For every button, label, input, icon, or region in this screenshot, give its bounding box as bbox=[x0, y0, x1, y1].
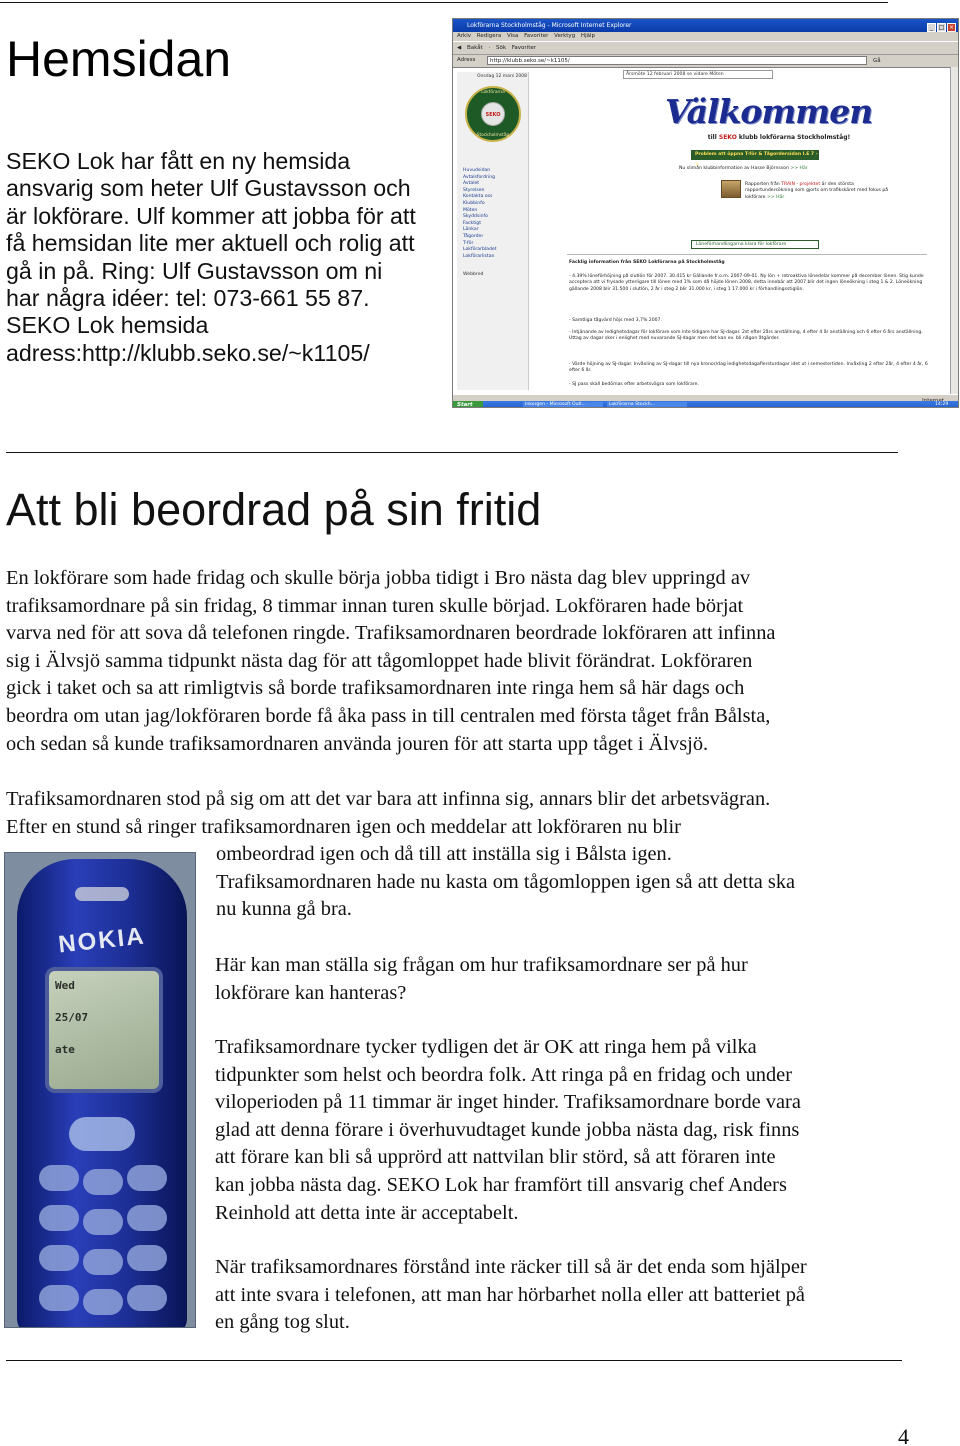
phone-key bbox=[127, 1205, 167, 1231]
site-news-field: Årsmöte 12 februari 2008 se vidare Möten bbox=[623, 70, 773, 79]
phone-key bbox=[83, 1169, 123, 1195]
site-nav-item: Länkar bbox=[463, 227, 479, 233]
logo-top-text: Lokförarna bbox=[481, 90, 505, 95]
site-sidebar bbox=[457, 72, 529, 390]
subheading-brand: SEKO bbox=[718, 134, 737, 141]
site-nav-item: Kontakta oss bbox=[463, 194, 493, 200]
phone-key bbox=[83, 1249, 123, 1275]
site-loneforhandling-banner: Löneförhandlingarna klara för lokförare bbox=[691, 240, 819, 249]
screen-line: ate bbox=[55, 1043, 75, 1056]
news2-link: >> Här bbox=[766, 194, 785, 200]
site-problem-banner bbox=[691, 150, 819, 167]
browser-screenshot bbox=[452, 18, 959, 408]
news1-link: >> Här bbox=[790, 166, 808, 171]
problem-banner-text: Problem att öppna T-för & Tågordersidan I.E 7 -> bbox=[695, 152, 818, 167]
phone-photo bbox=[4, 852, 196, 1328]
news1-text: Nu slimån klubbinformation av Hasse Björnsson bbox=[679, 166, 789, 171]
text-line: ombeordrad igen och då till att inställa sig i Bålsta igen. bbox=[216, 843, 672, 866]
site-nav-item: Lokförarbladet bbox=[463, 247, 497, 253]
site-news-1 bbox=[679, 166, 879, 172]
site-nav-item: Styrelsen bbox=[463, 187, 485, 193]
site-bullet: - SJ pass skall bedömas efter arbetsvägra som lokförare. bbox=[569, 382, 699, 387]
minimize-icon: _ bbox=[927, 23, 936, 32]
browser-titlebar bbox=[453, 19, 958, 32]
text-line: lokförare kan hanteras? bbox=[215, 981, 407, 1004]
taskbar bbox=[453, 401, 958, 408]
phone-key bbox=[39, 1205, 79, 1231]
site-nav-item: Möten bbox=[463, 207, 478, 213]
browser-addressbar bbox=[453, 55, 958, 67]
text-line: är lokförare. Ulf kommer att jobba för att bbox=[6, 202, 416, 229]
text-line: Trafiksamordnaren stod på sig om att det var bara att infinna sig, annars blir det arbetsvägran. bbox=[6, 788, 771, 810]
text-line: och sedan så kunde trafiksamordnaren använda jouren för att starta upp tåget i Älvsjö. bbox=[6, 732, 709, 755]
phone-key bbox=[39, 1285, 79, 1311]
page-number: 4 bbox=[898, 1424, 909, 1446]
text-line: gå in på. Ring: Ulf Gustavsson om ni bbox=[6, 257, 383, 284]
site-nav-item: Klubbinfo bbox=[463, 200, 485, 206]
site-subheading bbox=[659, 134, 899, 141]
section-rule bbox=[6, 452, 898, 453]
browser-toolbar bbox=[453, 41, 958, 55]
news2-pre: Rapporten från bbox=[745, 182, 780, 187]
phone-key bbox=[127, 1285, 167, 1311]
section-title-beordrad: Att bli beordrad på sin fritid bbox=[6, 484, 542, 535]
text-line: gick i taket och sa att rimligtvis så borde trafiksamordnaren inte ringa hem så här dags och bbox=[6, 677, 745, 700]
back-icon: ◀ bbox=[457, 45, 462, 51]
section-title-hemsidan: Hemsidan bbox=[6, 31, 232, 87]
start-button: Start bbox=[453, 401, 483, 408]
paragraph-5 bbox=[215, 1254, 935, 1337]
bottom-rule bbox=[6, 1360, 902, 1361]
site-news-image bbox=[721, 180, 741, 198]
screen-line: Wed bbox=[55, 979, 75, 992]
text-line: sig i Älvsjö samma tidpunkt nästa dag för att tågomloppet hade blivit förändrat. Lokföraren bbox=[6, 649, 753, 672]
site-date: Onsdag 12 mars 2008 bbox=[477, 74, 528, 79]
close-icon: × bbox=[948, 24, 955, 31]
text-line: få hemsidan lite mer aktuell och rolig att bbox=[6, 230, 415, 257]
text-line: en gång tog slut. bbox=[215, 1311, 350, 1334]
subheading-pre: till bbox=[707, 134, 717, 141]
phone-screen bbox=[45, 967, 163, 1093]
site-bullet: - Samtliga tågvärd höjs med 3,7% 2007. bbox=[569, 318, 662, 323]
taskbar-clock: 14:29 bbox=[935, 402, 949, 407]
browser-scrollbar bbox=[950, 67, 959, 394]
text-line: har några idéer: tel: 073-661 55 87. bbox=[6, 285, 370, 312]
top-rule bbox=[0, 2, 888, 3]
taskbar-item: Inkorgen - Microsoft Outl... bbox=[523, 402, 603, 408]
screen-line: 25/07 bbox=[55, 1011, 89, 1024]
phone-key bbox=[127, 1165, 167, 1191]
site-webbred: Webbred bbox=[463, 272, 484, 278]
address-field: http://klubb.seko.se/~k1105/ bbox=[487, 56, 867, 65]
subheading-post: klubb lokförarna Stockholmståg! bbox=[738, 134, 851, 141]
phone-speaker bbox=[75, 887, 129, 901]
window-title: Lokförarna Stockholmståg - Microsoft Internet Explorer bbox=[467, 22, 632, 29]
text-line: Här kan man ställa sig frågan om hur trafiksamordnare ser på hur bbox=[215, 954, 748, 976]
text-line: varva ned för att sova då telefonen ringde. Trafiksamordnaren beordrade lokföraren att infinna bbox=[6, 622, 776, 645]
phone-brand: NOKIA bbox=[57, 922, 147, 959]
phone-key bbox=[83, 1209, 123, 1235]
logo-center-text: SEKO bbox=[481, 102, 505, 126]
news2-post: är den största rapportundersökning som gjorts om trafikskäret med fokus på lokförare bbox=[745, 182, 889, 200]
taskbar-item: Lokförarna Stockh... bbox=[607, 402, 687, 408]
site-nav-item: Tågorder bbox=[463, 233, 484, 239]
site-nav-item: Facktigt bbox=[463, 220, 482, 226]
text-line: ansvarig som heter Ulf Gustavsson och bbox=[6, 175, 411, 202]
phone-key bbox=[83, 1289, 123, 1315]
site-news-2 bbox=[745, 182, 895, 201]
text-line: beordra om utan jag/lokföraren borde få åka pass in till centralen med första tåget från Bålsta, bbox=[6, 704, 771, 727]
phone-body bbox=[17, 859, 187, 1328]
paragraph-3 bbox=[215, 952, 935, 1007]
site-nav-item: Avtalsfordring bbox=[463, 174, 496, 180]
text-line: adress:http://klubb.seko.se/~k1105/ bbox=[6, 339, 370, 366]
text-line: Reinhold att detta inte är acceptabelt. bbox=[215, 1201, 519, 1224]
site-separator bbox=[567, 254, 927, 255]
text-line: trafiksamordnare på sin fridag, 8 timmar innan turen skulle börjad. Lokföraren hade börjat bbox=[6, 594, 744, 617]
text-line: kan jobba nästa dag. SEKO Lok har framfört till ansvarig chef Anders bbox=[215, 1173, 787, 1196]
phone-key bbox=[39, 1245, 79, 1271]
phone-key bbox=[39, 1165, 79, 1191]
site-nav-item: Lokförarlistan bbox=[463, 253, 495, 259]
text-line: tidpunkter som helst och beordra folk. Att ringa på en fridag och under bbox=[215, 1063, 793, 1086]
address-label: Adress bbox=[457, 57, 476, 63]
site-bullet: - Intjänande av ledighetsdagar för lokförare som inte tidigare har SJ-dagar. 2st efter 2års anställning, 4 efter 4 år anställning och 6 efter 6 års anställning. Uttag av dagar sker i enlighet med nuvarande SJ-dagar men det kan ev. bli någon åtgärder. bbox=[569, 330, 923, 342]
site-nav-item: T-för bbox=[463, 240, 474, 246]
news2-brand: TRAIN - projektet bbox=[781, 182, 821, 187]
go-button: Gå bbox=[873, 58, 881, 64]
site-bullet: - 4.39% löneförhöjning på slutlön för 2007. 30.415 kr Gällande fr.o.m. 2007-09-01. Ny lön + retroaktiva lönedelar kommer på december lönen. Stig kunde acceptera att vi frysade ytterligare till lönen med 1% som då höjde lönen 2008, detta innebär att 2007 blir det ingen löneökning i steg 1 & 2. Löneökning gällande 2008 blir 31.500 i slutlön, 2 år i steg 2 blir 31.000 kr, i steg 1 17.000 kr i förhandlingsstiglön. bbox=[569, 274, 924, 292]
text-line: viloperioden på 11 timmar är inget hinder. Trafiksamordnare borde vara bbox=[215, 1091, 801, 1114]
phone-key bbox=[127, 1245, 167, 1271]
text-line: Efter en stund så ringer trafiksamordnaren igen och meddelar att lokföraren nu blir bbox=[6, 815, 681, 838]
text-line: SEKO Lok hemsida bbox=[6, 312, 209, 339]
text-line: Trafiksamordnare tycker tydligen det är OK att ringa hem på vilka bbox=[215, 1036, 757, 1058]
paragraph-1 bbox=[6, 565, 956, 758]
site-bullet: - Värde höjning av SJ-dagar. Invåxling av SJ-dagar till nya kronor/dag ledighetsdagaflersturdagar idet ut i semestertiden. Invåxling 2 efter 2år, 4 efter 4 år, 6 efter 6 år. bbox=[569, 362, 928, 374]
site-logo bbox=[465, 86, 521, 142]
site-nav bbox=[463, 168, 529, 279]
site-main bbox=[539, 70, 941, 390]
maximize-icon: □ bbox=[938, 24, 945, 31]
hemsidan-paragraph bbox=[6, 148, 436, 367]
site-welcome-heading: Välkommen bbox=[665, 92, 873, 131]
text-line: Trafiksamordnaren hade nu kasta om tågomloppen igen så att detta ska bbox=[216, 870, 796, 893]
problem-banner-link: här bbox=[700, 162, 710, 167]
text-line: att inte svara i telefonen, att man har hörbarhet nolla eller att batteriet på bbox=[215, 1283, 805, 1306]
paragraph-4 bbox=[215, 1034, 935, 1227]
site-nav-item: Avtalet bbox=[463, 181, 480, 187]
browser-viewport bbox=[453, 67, 950, 394]
text-line: glad att denna förare i överhuvudtaget kunde jobba nästa dag, risk finns bbox=[215, 1118, 800, 1141]
text-line: En lokförare som hade fridag och skulle börja jobba tidigt i Bro nästa dag blev uppringd av bbox=[6, 567, 751, 589]
site-nav-item: Skyddsinfo bbox=[463, 214, 488, 220]
text-line: SEKO Lok har fått en ny hemsida bbox=[6, 148, 351, 174]
site-nav-item: Huvudsidan bbox=[463, 168, 491, 173]
phone-nav-key bbox=[69, 1117, 135, 1151]
text-line: När trafiksamordnares förstånd inte räcker till så är det enda som hjälper bbox=[215, 1256, 807, 1278]
logo-bottom-text: Stockholmståg bbox=[476, 133, 510, 138]
browser-menubar: Arkiv Redigera Visa Favoriter Verktyg Hjälp bbox=[457, 33, 595, 39]
text-line: att förare kan bli så upprörd att nattvilan blir störd, så att föraren inte bbox=[215, 1146, 776, 1169]
site-info-heading: Facklig information från SEKO Lokförarna på Stockholmståg bbox=[569, 260, 725, 265]
text-line: nu kunna gå bra. bbox=[216, 898, 352, 921]
toolbar-labels: Bakåt · Sök Favoriter bbox=[466, 45, 537, 51]
